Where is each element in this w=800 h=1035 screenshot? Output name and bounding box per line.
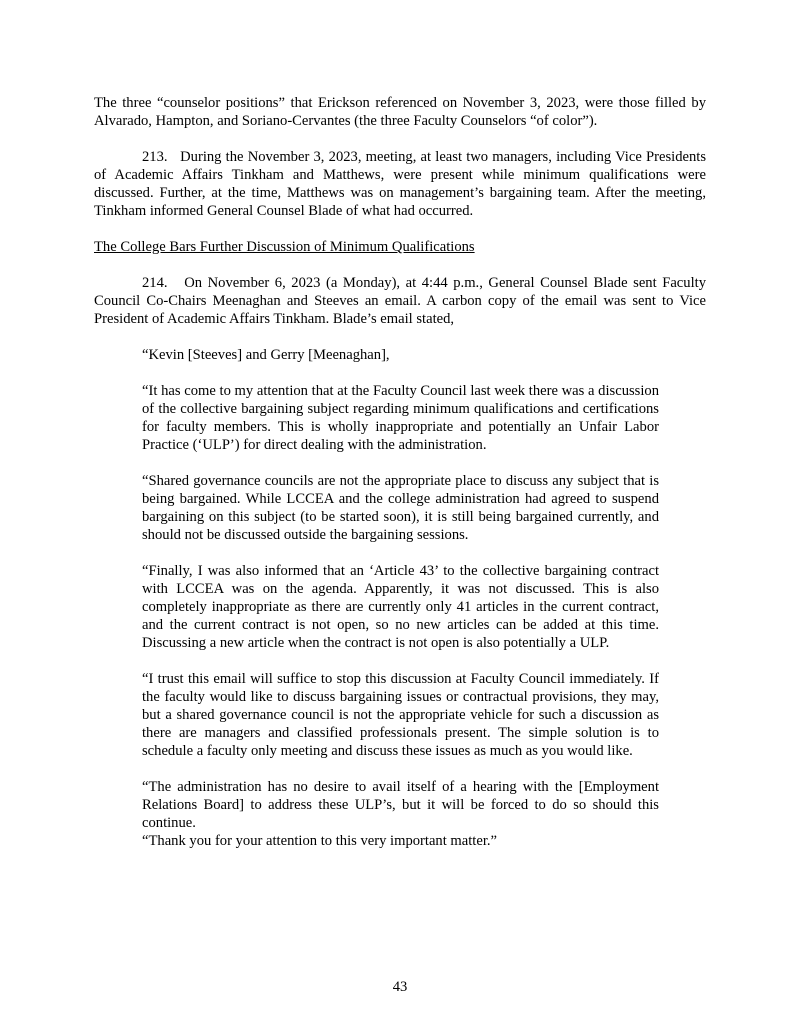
section-heading: The College Bars Further Discussion of Minimum Qualifications xyxy=(94,239,475,255)
paragraph-213: 213. During the November 3, 2023, meeting, at least two managers, including Vice Presidents of Academic Affairs Tinkham and Matthews, were present while minimum qualifications were discussed. Further, at the time, Matthews was on management’s bargaining team. After the meeting, Tinkham informed General Counsel Blade of what had occurred. xyxy=(94,149,706,219)
email-paragraph-2: “Shared governance councils are not the appropriate place to discuss any subject that is being bargained. While LCCEA and the college administration had agreed to suspend bargaining on this subject (to be started soon), it is still being bargained currently, and should not be discussed outside the bargaining sessions. xyxy=(142,473,659,543)
paragraph-214: 214. On November 6, 2023 (a Monday), at 4:44 p.m., General Counsel Blade sent Faculty Council Co-Chairs Meenaghan and Steeves an email. A carbon copy of the email was sent to Vice President of Academic Affairs Tinkham. Blade’s email stated, xyxy=(94,275,706,327)
email-paragraph-1: “It has come to my attention that at the Faculty Council last week there was a discussion of the collective bargaining subject regarding minimum qualifications and certifications for faculty members. This is wholly inappropriate and potentially an Unfair Labor Practice (‘ULP’) for direct dealing with the administration. xyxy=(142,383,659,453)
email-paragraph-3: “Finally, I was also informed that an ‘Article 43’ to the collective bargaining contract with LCCEA was on the agenda. Apparently, it was not discussed. This is also completely inappropriate as there are currently only 41 articles in the current contract, and the current contract is not open, so no new articles can be added at this time. Discussing a new article when the contract is not open is also potentially a ULP. xyxy=(142,563,659,651)
paragraph-counselor-positions: The three “counselor positions” that Erickson referenced on November 3, 2023, were those filled by Alvarado, Hampton, and Soriano-Cervantes (the three Faculty Counselors “of color”). xyxy=(94,95,706,129)
email-block-quote xyxy=(142,346,659,850)
page-number: 43 xyxy=(392,979,408,995)
email-salutation: “Kevin [Steeves] and Gerry [Meenaghan], xyxy=(142,347,390,363)
email-paragraph-5: “The administration has no desire to avail itself of a hearing with the [Employment Relations Board] to address these ULP’s, but it will be forced to do so should this continue. xyxy=(142,779,659,831)
document-page xyxy=(94,94,706,850)
email-paragraph-4: “I trust this email will suffice to stop this discussion at Faculty Council immediately. If the faculty would like to discuss bargaining issues or contractual provisions, they may, but a shared governance council is not the appropriate vehicle for such a discussion as there are managers and classified professionals present. The simple solution is to schedule a faculty only meeting and discuss these issues as much as you would like. xyxy=(142,671,659,759)
email-closing: “Thank you for your attention to this very important matter.” xyxy=(142,833,498,849)
